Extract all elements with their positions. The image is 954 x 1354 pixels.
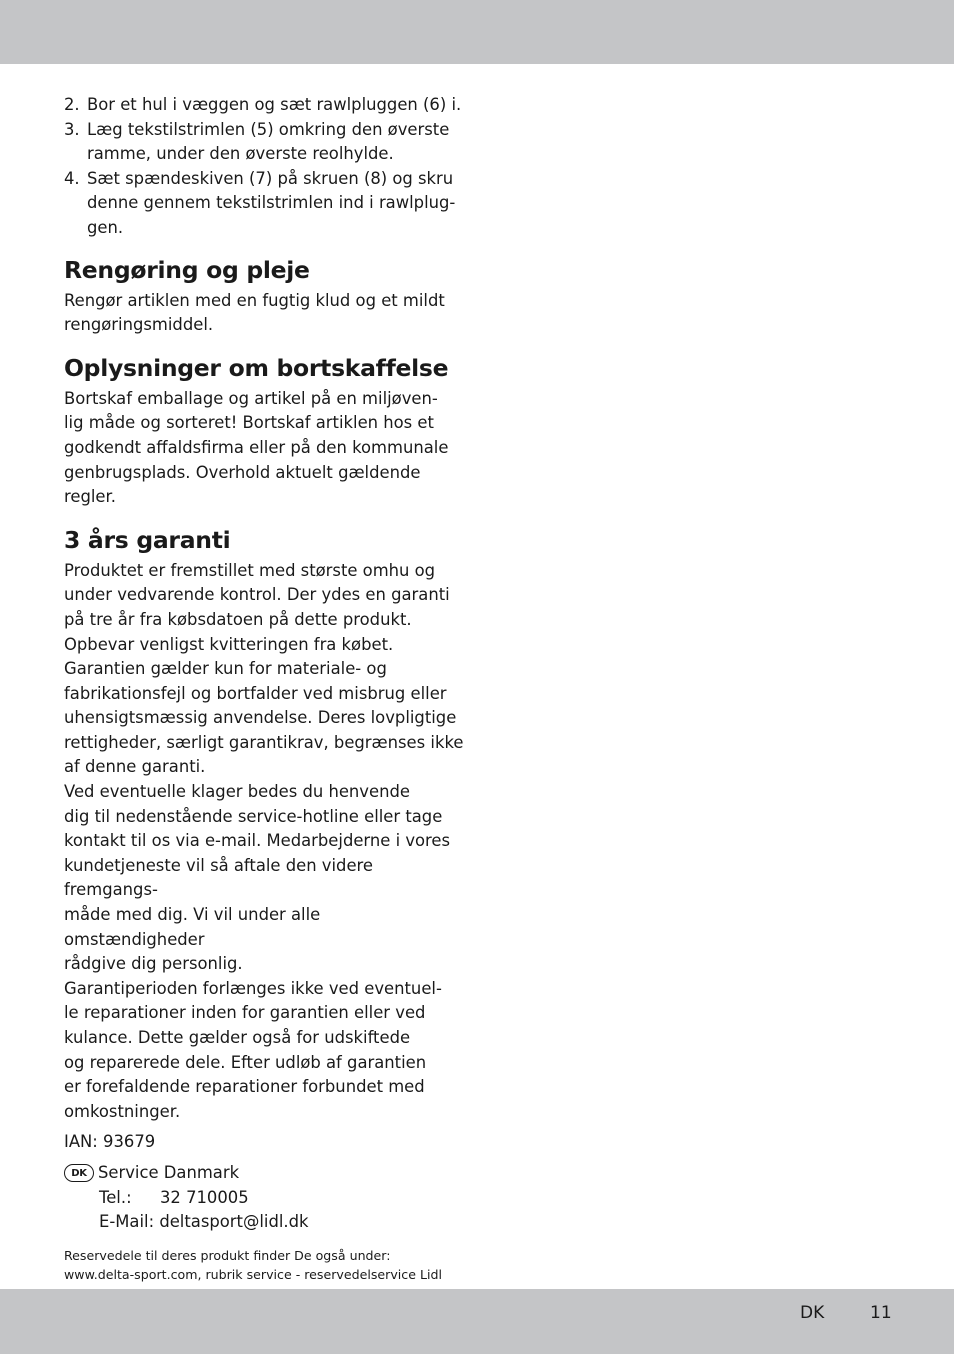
step-number: 3. bbox=[64, 119, 80, 139]
list-item bbox=[64, 93, 464, 118]
list-item bbox=[64, 167, 464, 241]
service-block bbox=[64, 1161, 464, 1235]
page-number: 11 bbox=[870, 1303, 892, 1323]
email-value[interactable]: deltasport@lidl.dk bbox=[159, 1212, 309, 1232]
content-column bbox=[64, 93, 464, 1296]
step-text: Bor et hul i væggen og sæt rawlpluggen (6) i. bbox=[87, 95, 462, 114]
spare-parts-note: Reservedele til deres produkt finder De også under: www.delta-sport.com, rubrik service - reservedelservice Lidl bbox=[64, 1247, 442, 1282]
warranty-heading: 3 års garanti bbox=[64, 525, 231, 554]
header-band bbox=[0, 0, 954, 64]
step-number: 2. bbox=[64, 95, 80, 114]
step-number: 4. bbox=[64, 168, 80, 188]
country-badge: DK bbox=[64, 1164, 94, 1182]
tel-value: 32 710005 bbox=[160, 1187, 249, 1207]
footer-language: DK bbox=[800, 1303, 825, 1323]
tel-label: Tel.: bbox=[99, 1187, 132, 1207]
care-heading: Rengøring og pleje bbox=[64, 255, 310, 284]
step-text: Læg tekstilstrimlen (5) omkring den øverste ramme, under den øverste reolhylde. bbox=[87, 119, 450, 164]
care-body: Rengør artiklen med en fugtig klud og et mildt rengøringsmiddel. bbox=[64, 290, 445, 335]
disposal-heading: Oplysninger om bortskaffelse bbox=[64, 353, 449, 382]
assembly-steps bbox=[64, 93, 464, 241]
step-text: Sæt spændeskiven (7) på skruen (8) og skru denne gennem tekstilstrimlen ind i rawlplug- gen. bbox=[87, 168, 456, 237]
service-name: Service Danmark bbox=[98, 1162, 240, 1182]
ian-number: IAN: 93679 bbox=[64, 1132, 156, 1152]
email-label: E-Mail: bbox=[99, 1212, 155, 1232]
warranty-body: Produktet er fremstillet med største omhu og under vedvarende kontrol. Der ydes en garanti på tre år fra købsdatoen på dette produkt. Opbevar venligst kvitteringen fra købet. Garantien gælder kun for materiale- og fabrikationsfejl og bortfalder ved misbrug eller uhensigtsmæssig anvendelse. Deres lovpligtige rettigheder, særligt garantikrav, begrænses ikke af denne garanti. Ved eventuelle klager bedes du henvende dig til nedenstående service-hotline eller tage kontakt til os via e-mail. Medarbejderne i vores kundetjeneste vil så aftale den videre fremgangs- måde med dig. Vi vil under alle omstændigheder rådgive dig personlig. Garantiperioden forlænges ikke ved eventuel- le reparationer inden for garantien eller ved kulance. Dette gælder også for udskiftede og reparerede dele. Efter udløb af garantien er forefaldende reparationer forbundet med omkostninger. bbox=[64, 560, 464, 1121]
disposal-body: Bortskaf emballage og artikel på en miljøven- lig måde og sorteret! Bortskaf artiklen hos et godkendt affaldsfirma eller på den kommunale genbrugsplads. Overhold aktuelt gældende regler. bbox=[64, 388, 449, 507]
list-item bbox=[64, 118, 464, 167]
